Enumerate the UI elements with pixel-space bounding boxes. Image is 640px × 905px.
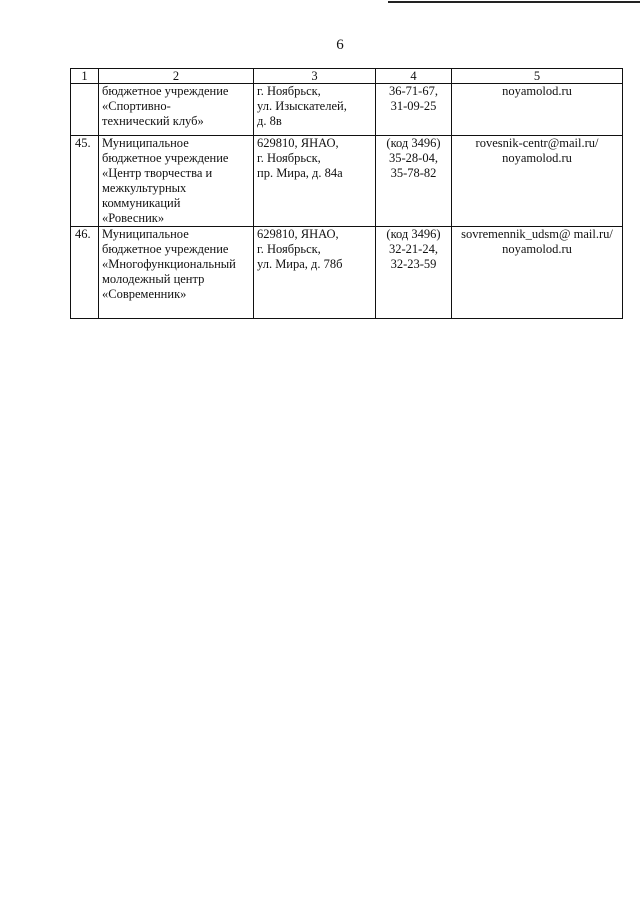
org-name: Муниципальное бюджетное учреждение «Многофункциональный молодежный центр «Современник» [99,227,254,319]
org-address: 629810, ЯНАО, г. Ноябрьск, пр. Мира, д. 84а [254,136,376,227]
row-number: 45. [71,136,99,227]
org-name: бюджетное учреждение «Спортивно- технический клуб» [99,84,254,136]
page-number: 6 [336,37,344,53]
row-number: 46. [71,227,99,319]
org-name: Муниципальное бюджетное учреждение «Центр творчества и межкультурных коммуникаций «Ровесник» [99,136,254,227]
org-phone: 36-71-67, 31-09-25 [376,84,452,136]
organizations-table [70,68,623,319]
org-email: sovremennik_udsm@ mail.ru/ noyamolod.ru [452,227,623,319]
header-cell-4: 4 [376,69,452,84]
org-email: noyamolod.ru [452,84,623,136]
header-cell-5: 5 [452,69,623,84]
row-number [71,84,99,136]
header-cell-3: 3 [254,69,376,84]
table-header-row [71,69,623,84]
org-address: г. Ноябрьск, ул. Изыскателей, д. 8в [254,84,376,136]
table-row [71,227,623,319]
org-email: rovesnik-centr@mail.ru/ noyamolod.ru [452,136,623,227]
top-rule [388,1,640,3]
header-cell-2: 2 [99,69,254,84]
header-cell-1: 1 [71,69,99,84]
org-phone: (код 3496) 32-21-24, 32-23-59 [376,227,452,319]
org-phone: (код 3496) 35-28-04, 35-78-82 [376,136,452,227]
table-row [71,84,623,136]
org-address: 629810, ЯНАО, г. Ноябрьск, ул. Мира, д. 78б [254,227,376,319]
table-row [71,136,623,227]
